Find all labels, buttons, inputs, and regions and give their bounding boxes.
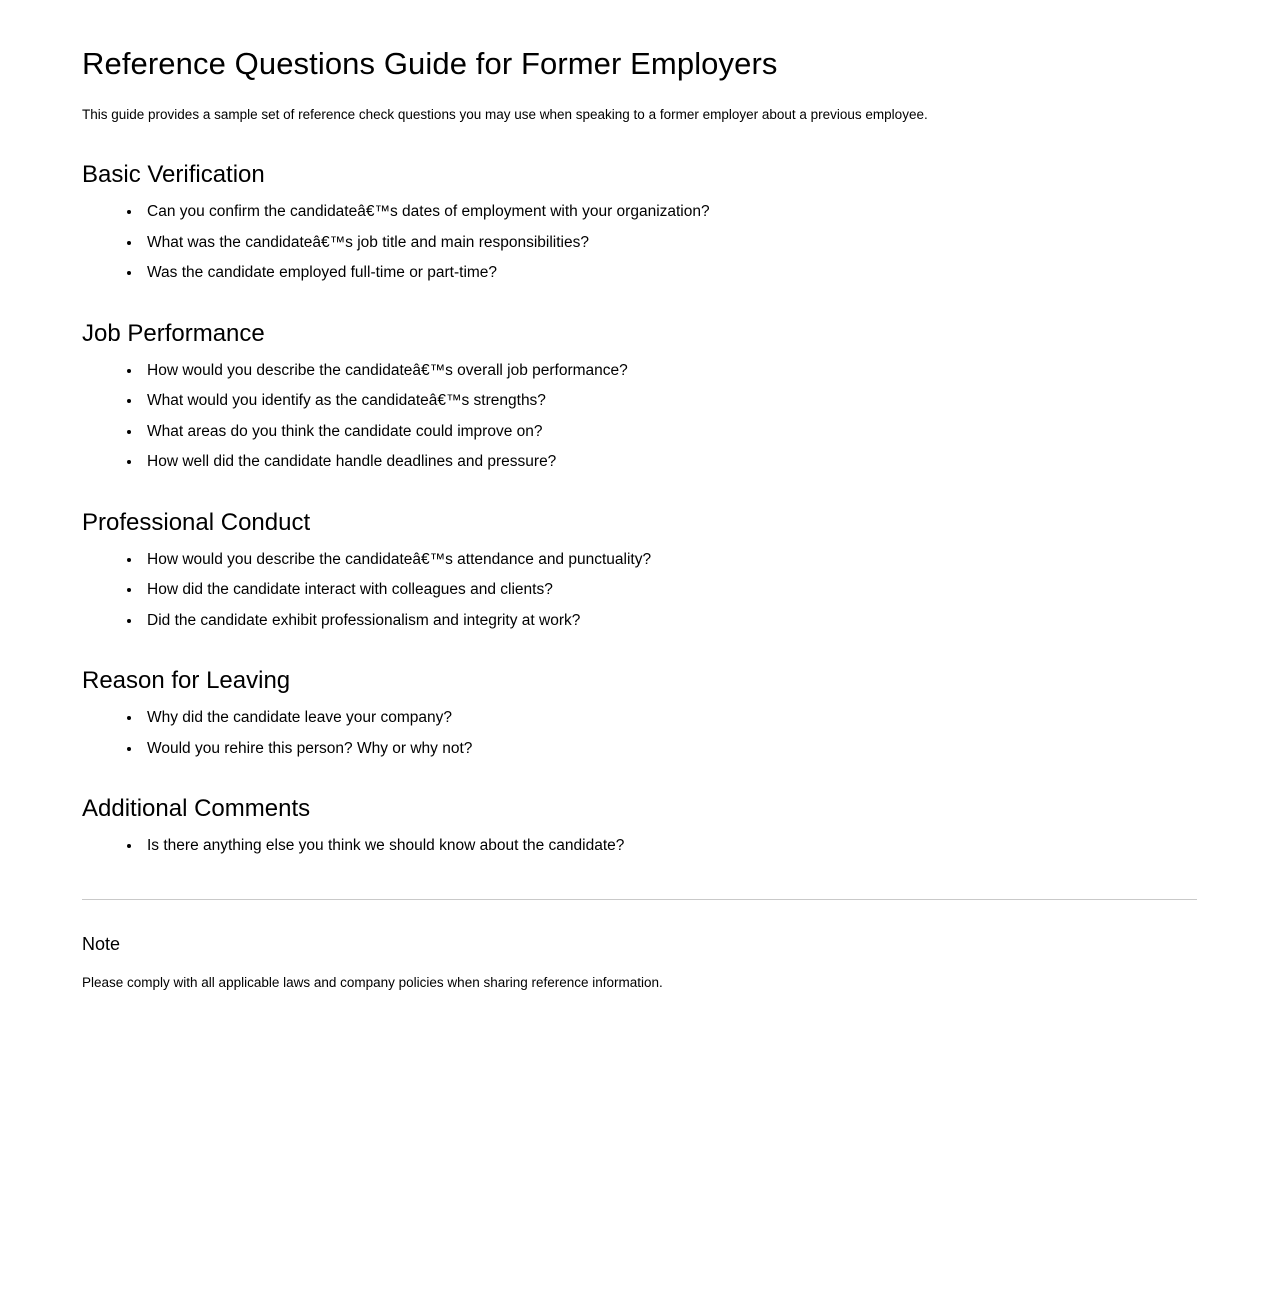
section-divider — [82, 899, 1197, 900]
question-item: • Was the candidate employed full-time or part-time? — [142, 264, 1198, 283]
question-section — [82, 509, 1198, 631]
section-heading: Professional Conduct — [82, 508, 311, 536]
question-item: • How well did the candidate handle deadlines and pressure? — [142, 453, 1198, 472]
question-item: • Did the candidate exhibit professionalism and integrity at work? — [142, 612, 1198, 631]
question-item: • What areas do you think the candidate could improve on? — [142, 423, 1198, 442]
section-heading: Basic Verification — [82, 161, 265, 189]
section-heading: Additional Comments — [82, 795, 311, 823]
question-item: • Would you rehire this person? Why or why not? — [142, 740, 1198, 759]
question-item: • Is there anything else you think we should know about the candidate? — [142, 837, 1198, 856]
question-list — [82, 837, 1198, 856]
question-item: • How would you describe the candidateâ€™s overall job performance? — [142, 362, 1198, 381]
question-section — [82, 161, 1198, 283]
note-heading: Note — [82, 933, 121, 954]
question-list — [82, 709, 1198, 758]
intro-paragraph: This guide provides a sample set of reference check questions you may use when speaking to a former employer about a previous employee. — [82, 106, 928, 122]
question-section — [82, 320, 1198, 472]
note-text: Please comply with all applicable laws and company policies when sharing reference information. — [82, 975, 663, 991]
question-item: • Can you confirm the candidateâ€™s dates of employment with your organization? — [142, 203, 1198, 222]
page-title: Reference Questions Guide for Former Employers — [82, 46, 778, 81]
question-section — [82, 795, 1198, 855]
question-item: • How would you describe the candidateâ€™s attendance and punctuality? — [142, 551, 1198, 570]
question-section — [82, 667, 1198, 758]
question-list — [82, 362, 1198, 472]
question-item: • What would you identify as the candidateâ€™s strengths? — [142, 392, 1198, 411]
question-item: • Why did the candidate leave your company? — [142, 709, 1198, 728]
section-heading: Reason for Leaving — [82, 667, 291, 695]
question-item: • What was the candidateâ€™s job title and main responsibilities? — [142, 234, 1198, 253]
question-list — [82, 551, 1198, 631]
sections-container — [82, 161, 1198, 856]
question-list — [82, 203, 1198, 283]
question-item: • How did the candidate interact with colleagues and clients? — [142, 581, 1198, 600]
section-heading: Job Performance — [82, 319, 265, 347]
